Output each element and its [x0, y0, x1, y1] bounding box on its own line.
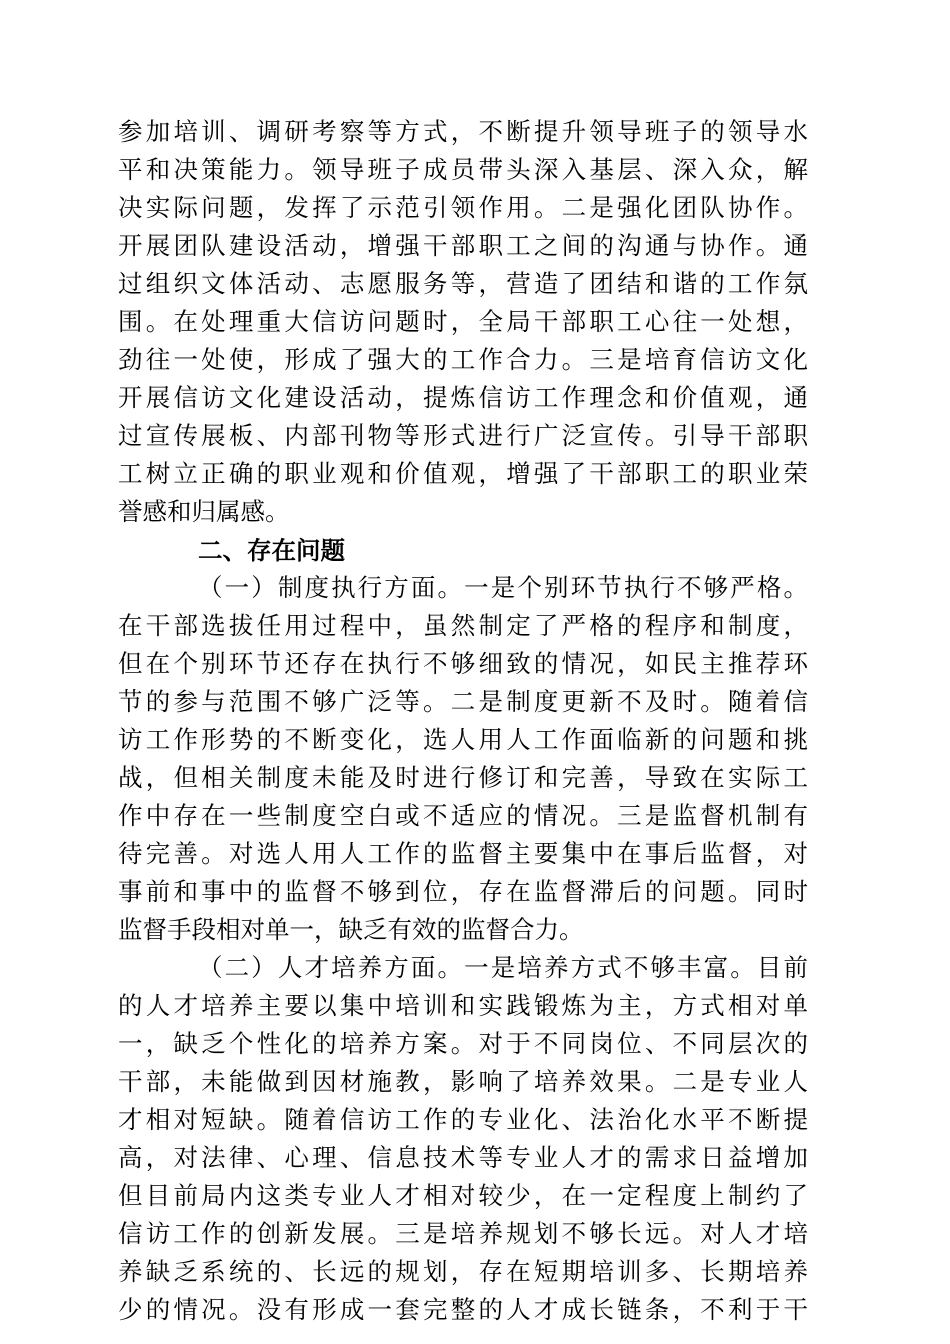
paragraph-line: 劲往一处使，形成了强大的工作合力。三是培育信访文化 [118, 345, 808, 374]
paragraph-line: 的人才培养主要以集中培训和实践锻炼为主，方式相对单 [118, 991, 808, 1020]
paragraph-line: 参加培训、调研考察等方式，不断提升领导班子的领导水 [118, 117, 808, 146]
paragraph-line: 过组织文体活动、志愿服务等，营造了团结和谐的工作氛 [118, 269, 808, 298]
paragraph-line: （一）制度执行方面。一是个别环节执行不够严格。 [198, 573, 808, 602]
paragraph-line: 在干部选拔任用过程中，虽然制定了严格的程序和制度， [118, 611, 808, 640]
paragraph-line: 高，对法律、心理、信息技术等专业人才的需求日益增加 [118, 1143, 808, 1172]
paragraph-line: 战，但相关制度未能及时进行修订和完善，导致在实际工 [118, 763, 808, 792]
paragraph-line: 待完善。对选人用人工作的监督主要集中在事后监督，对 [118, 839, 808, 868]
paragraph-line: 少的情况。没有形成一套完整的人才成长链条，不利于干 [118, 1295, 808, 1324]
paragraph-line: 访工作形势的不断变化，选人用人工作面临新的问题和挑 [118, 725, 808, 754]
paragraph-line: 开展信访文化建设活动，提炼信访工作理念和价值观，通 [118, 383, 808, 412]
paragraph-line: 围。在处理重大信访问题时，全局干部职工心往一处想， [118, 307, 808, 336]
section-heading: 二、存在问题 [198, 536, 345, 565]
paragraph-line: 开展团队建设活动，增强干部职工之间的沟通与协作。通 [118, 231, 808, 260]
paragraph-line: 信访工作的创新发展。三是培养规划不够长远。对人才培 [118, 1219, 808, 1248]
paragraph-line: 但目前局内这类专业人才相对较少，在一定程度上制约了 [118, 1181, 808, 1210]
paragraph-line: 节的参与范围不够广泛等。二是制度更新不及时。随着信 [118, 687, 808, 716]
paragraph-line: 过宣传展板、内部刊物等形式进行广泛宣传。引导干部职 [118, 421, 808, 450]
paragraph-line: 干部，未能做到因材施教，影响了培养效果。二是专业人 [118, 1067, 808, 1096]
paragraph-line: 才相对短缺。随着信访工作的专业化、法治化水平不断提 [118, 1105, 808, 1134]
paragraph-line: 但在个别环节还存在执行不够细致的情况，如民主推荐环 [118, 649, 808, 678]
paragraph-line: （二）人才培养方面。一是培养方式不够丰富。目前 [198, 953, 808, 982]
paragraph-line: 养缺乏系统的、长远的规划，存在短期培训多、长期培养 [118, 1257, 808, 1286]
paragraph-line: 监督手段相对单一，缺乏有效的监督合力。 [118, 915, 584, 944]
paragraph-line: 事前和事中的监督不够到位，存在监督滞后的问题。同时 [118, 877, 808, 906]
paragraph-line: 工树立正确的职业观和价值观，增强了干部职工的职业荣 [118, 459, 808, 488]
paragraph-line: 决实际问题，发挥了示范引领作用。二是强化团队协作。 [118, 193, 808, 222]
paragraph-line: 誉感和归属感。 [118, 497, 290, 526]
paragraph-line: 作中存在一些制度空白或不适应的情况。三是监督机制有 [118, 801, 808, 830]
paragraph-line: 平和决策能力。领导班子成员带头深入基层、深入众，解 [118, 155, 808, 184]
paragraph-line: 一，缺乏个性化的培养方案。对于不同岗位、不同层次的 [118, 1029, 808, 1058]
